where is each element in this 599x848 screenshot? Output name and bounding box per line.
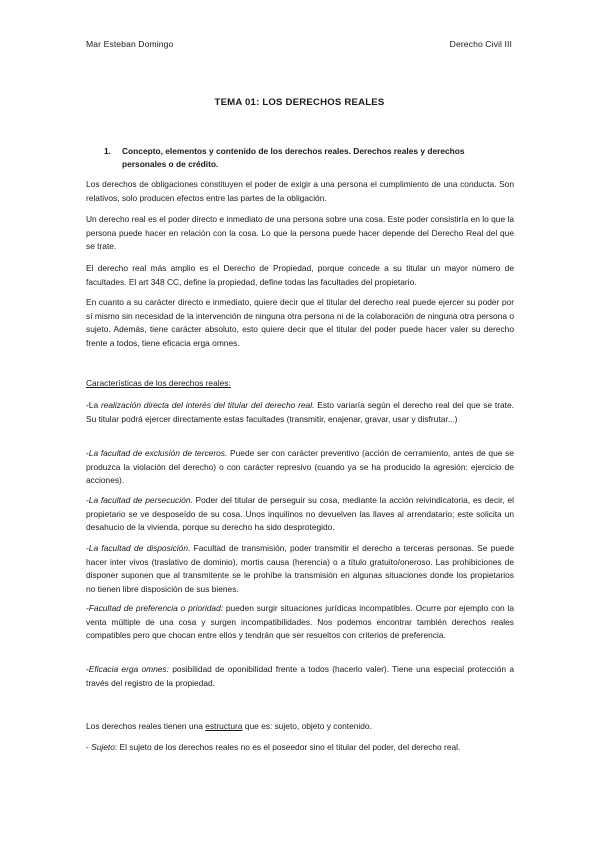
characteristic-text: pueden surgir situaciones jurídicas incompatibles. Ocurre por ejemplo con la venta múltiple de una cosa y surgen incompatibilidades. Nos podemos encontrar también derechos reales compatibles pero que chocan entre ellos y tendrán que ser resueltos con criterios de preferencia. <box>86 603 514 641</box>
header-author: Mar Esteban Domingo <box>86 39 174 49</box>
characteristic-term: Eficacia erga omnes: <box>88 664 169 674</box>
paragraph-real-right-definition: Un derecho real es el poder directo e inmediato de una persona sobre una cosa. Este poder consistiría en lo que la persona puede hacer en relación con la cosa. Lo que la persona puede hacer depende del Derecho Real del que se trate. <box>86 214 514 252</box>
characteristic-item <box>86 399 514 426</box>
structure-underlined: estructura <box>205 721 243 731</box>
characteristic-prefix: - <box>86 448 89 458</box>
characteristic-prefix: - <box>86 603 89 613</box>
paragraph-property-right: El derecho real más amplio es el Derecho de Propiedad, porque concede a su titular un mayor número de facultades. El art 348 CC, define la propiedad, define todas las facultades del propietario. <box>86 263 514 287</box>
characteristic-prefix: -La <box>86 400 101 410</box>
structure-before: Los derechos reales tienen una <box>86 721 206 731</box>
characteristic-text: Puede ser con carácter preventivo (acción de cerramiento, antes de que se produzca la violación del derecho) o con carácter represivo (cuando ya se ha producido la agresión: ejercicio de acciones). <box>86 448 514 486</box>
structure-after: que es: sujeto, objeto y contenido. <box>242 721 372 731</box>
characteristic-item <box>86 494 514 535</box>
characteristic-text: . Poder del titular de perseguir su cosa, mediante la acción reivindicatoria, es decir, el propietario se ve desposeído de su cosa. Unos inquilinos no devuelven las llaves al arrendatario; este solicita un desahucio de la vivienda, porque su derecho ha sido desprotegido. <box>86 495 514 533</box>
characteristic-term: Facultad de preferencia o prioridad: <box>88 603 224 613</box>
characteristic-item <box>86 447 514 488</box>
characteristic-item <box>86 602 514 643</box>
characteristic-prefix: - <box>86 543 89 553</box>
subject-text: : El sujeto de los derechos reales no es el poseedor sino el titular del poder, del derecho real. <box>114 742 461 752</box>
page-title: TEMA 01: LOS DERECHOS REALES <box>214 97 385 108</box>
paragraph-obligations: Los derechos de obligaciones constituyen el poder de exigir a una persona el cumplimiento de una conducta. Son relativos, solo producen efectos entre las partes de la obligación. <box>86 179 514 203</box>
characteristic-text: Esto variaría según el derecho real del que se trate. Su titular podrá ejercer directamente estas facultades (transmitir, enajenar, gravar, usar y disfrutar...) <box>86 400 514 424</box>
characteristic-text: . Facultad de transmisión, poder transmitir el derecho a terceras personas. Se puede hacer inter vivos (traslativo de dominio), mortis causa (herencia) o a título gratuito/oneroso. Las prohibiciones de disponer suponen que al transmitente se le prohíbe la transmisión en algunas situaciones donde los propietarios no tienen libre disposición de sus bienes. <box>86 543 514 594</box>
header-course: Derecho Civil III <box>449 39 512 49</box>
characteristic-prefix: - <box>86 495 89 505</box>
characteristic-term: realización directa del interés del titular del derecho real. <box>100 400 315 410</box>
subject-term: Sujeto <box>91 742 115 752</box>
characteristics-heading: Características de los derechos reales: <box>86 378 231 388</box>
paragraph-direct-character: En cuanto a su carácter directo e inmediato, quiere decir que el titular del derecho real puede ejercer su poder por sí mismo sin necesidad de la intervención de ninguna otra persona ni de la colaboración de ninguna otra persona o sujeto. Además, tiene carácter absoluto, esto quiere decir que el titular del poder puede hacer valer su derecho frente a todos, tiene eficacia erga omnes. <box>86 297 514 348</box>
characteristic-prefix: - <box>86 664 89 674</box>
section-heading <box>104 145 499 171</box>
section-number: 1. <box>104 146 111 156</box>
subject-prefix: - <box>86 742 92 752</box>
characteristic-term: La facultad de exclusión de terceros. <box>88 448 228 458</box>
characteristic-item <box>86 542 514 596</box>
section-title-line2: personales o de crédito. <box>122 159 219 169</box>
characteristic-term: La facultad de disposición <box>88 543 188 553</box>
characteristic-text: posibilidad de oponibilidad frente a todos (hacerlo valer). Tiene una especial protección a través del registro de la propiedad. <box>86 664 514 688</box>
characteristic-term: La facultad de persecución <box>88 495 191 505</box>
section-title-line1: Concepto, elementos y contenido de los derechos reales. Derechos reales y derechos <box>122 146 465 156</box>
structure-paragraph <box>86 720 514 734</box>
characteristic-item <box>86 663 514 690</box>
subject-paragraph <box>86 741 514 755</box>
